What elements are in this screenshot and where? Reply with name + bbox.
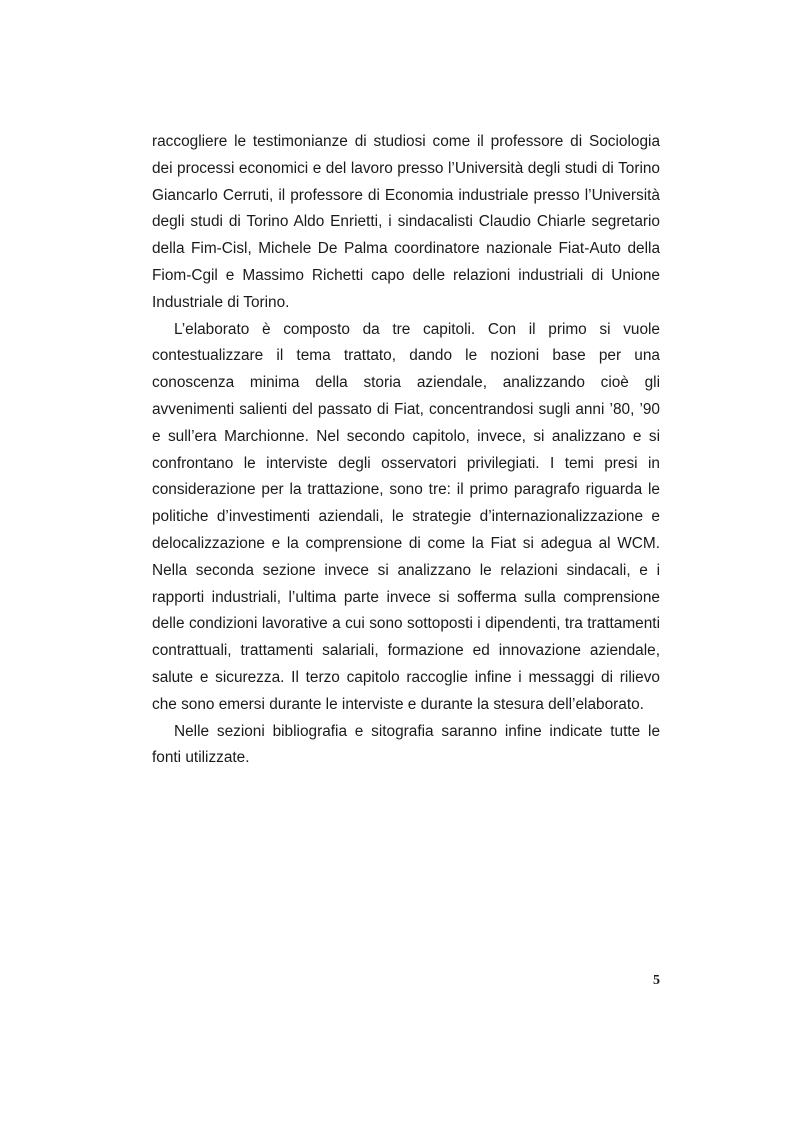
paragraph-continuation: raccogliere le testimonianze di studiosi come il professore di Sociologia dei processi economici e del lavoro presso l’Università degli studi di Torino Giancarlo Cerruti, il professore di Economia industriale presso l’Università degli studi di Torino Aldo Enrietti, i sindacalisti Claudio Chiarle segretario della Fim-Cisl, Michele De Palma coordinatore nazionale Fiat-Auto della Fiom-Cgil e Massimo Richetti capo delle relazioni industriali di Unione Industriale di Torino. [152, 133, 660, 311]
body-text [152, 129, 660, 772]
page-number: 5 [653, 973, 660, 988]
paragraph-chapters-overview: L’elaborato è composto da tre capitoli. Con il primo si vuole contestualizzare il tema trattato, dando le nozioni base per una conoscenza minima della storia aziendale, analizzando cioè gli avvenimenti salienti del passato di Fiat, concentrandosi sugli anni ’80, ’90 e sull’era Marchionne. Nel secondo capitolo, invece, si analizzano e si confrontano le interviste degli osservatori privilegiati. I temi presi in considerazione per la trattazione, sono tre: il primo paragrafo riguarda le politiche d’investimenti aziendali, le strategie d’internazionalizzazione e delocalizzazione e la comprensione di come la Fiat si adegua al WCM. Nella seconda sezione invece si analizzano le relazioni sindacali, e i rapporti industriali, l’ultima parte invece si sofferma sulla comprensione delle condizioni lavorative a cui sono sottoposti i dipendenti, tra trattamenti contrattuali, trattamenti salariali, formazione ed innovazione aziendale, salute e sicurezza. Il terzo capitolo raccoglie infine i messaggi di rilievo che sono emersi durante le interviste e durante la stesura dell’elaborato. [152, 320, 660, 713]
paragraph-sources: Nelle sezioni bibliografia e sitografia saranno infine indicate tutte le fonti utilizzate. [152, 722, 660, 767]
